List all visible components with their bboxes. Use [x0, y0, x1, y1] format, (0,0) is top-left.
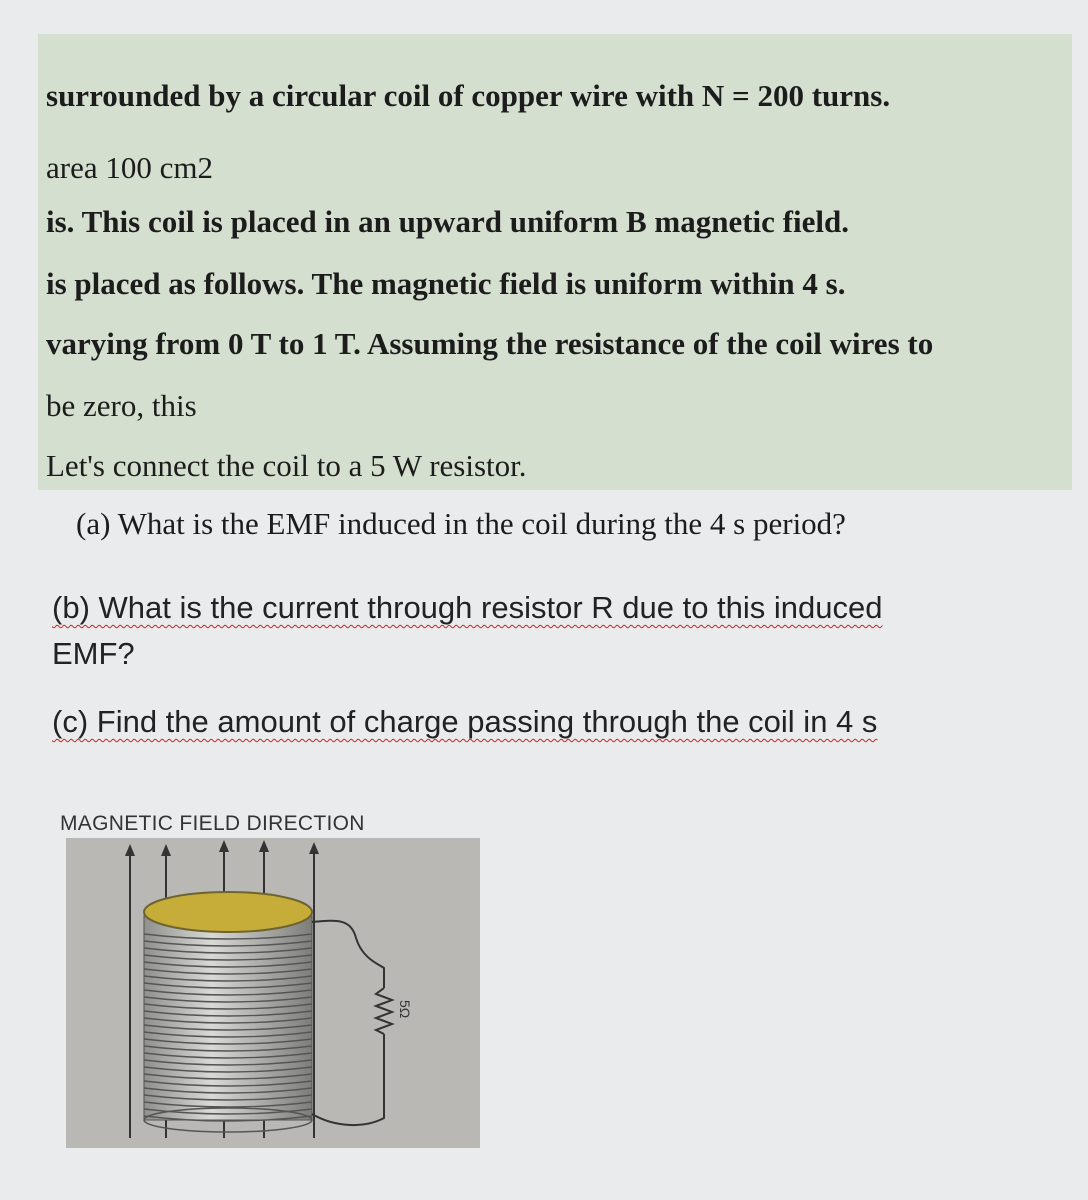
problem-line-5: varying from 0 T to 1 T. Assuming the resistance of the coil wires to: [46, 326, 934, 361]
question-b-line-1: (b) What is the current through resistor R due to this induced: [52, 590, 883, 625]
figure-caption: MAGNETIC FIELD DIRECTION: [60, 812, 365, 835]
coil-top-face: [144, 892, 312, 932]
resistor-label: 5Ω: [397, 1000, 413, 1019]
problem-line-2: area 100 cm2: [46, 150, 213, 185]
field-arrowheads: [125, 840, 319, 856]
problem-line-7: Let's connect the coil to a 5 W resistor.: [46, 448, 527, 483]
resistor-zigzag: [376, 988, 392, 1034]
problem-line-4: is placed as follows. The magnetic field is uniform within 4 s.: [46, 266, 846, 301]
coil-figure: [66, 838, 480, 1148]
question-b-line-2: EMF?: [52, 636, 135, 671]
problem-line-3: is. This coil is placed in an upward uniform B magnetic field.: [46, 204, 849, 239]
coil-diagram: [66, 838, 480, 1148]
lead-wire-top: [312, 921, 384, 988]
question-c: (c) Find the amount of charge passing through the coil in 4 s: [52, 704, 878, 739]
question-a: (a) What is the EMF induced in the coil during the 4 s period?: [76, 506, 846, 541]
lead-wire-bottom: [312, 1034, 384, 1125]
problem-line-1: surrounded by a circular coil of copper wire with N = 200 turns.: [46, 78, 891, 113]
problem-line-6: be zero, this: [46, 388, 197, 423]
